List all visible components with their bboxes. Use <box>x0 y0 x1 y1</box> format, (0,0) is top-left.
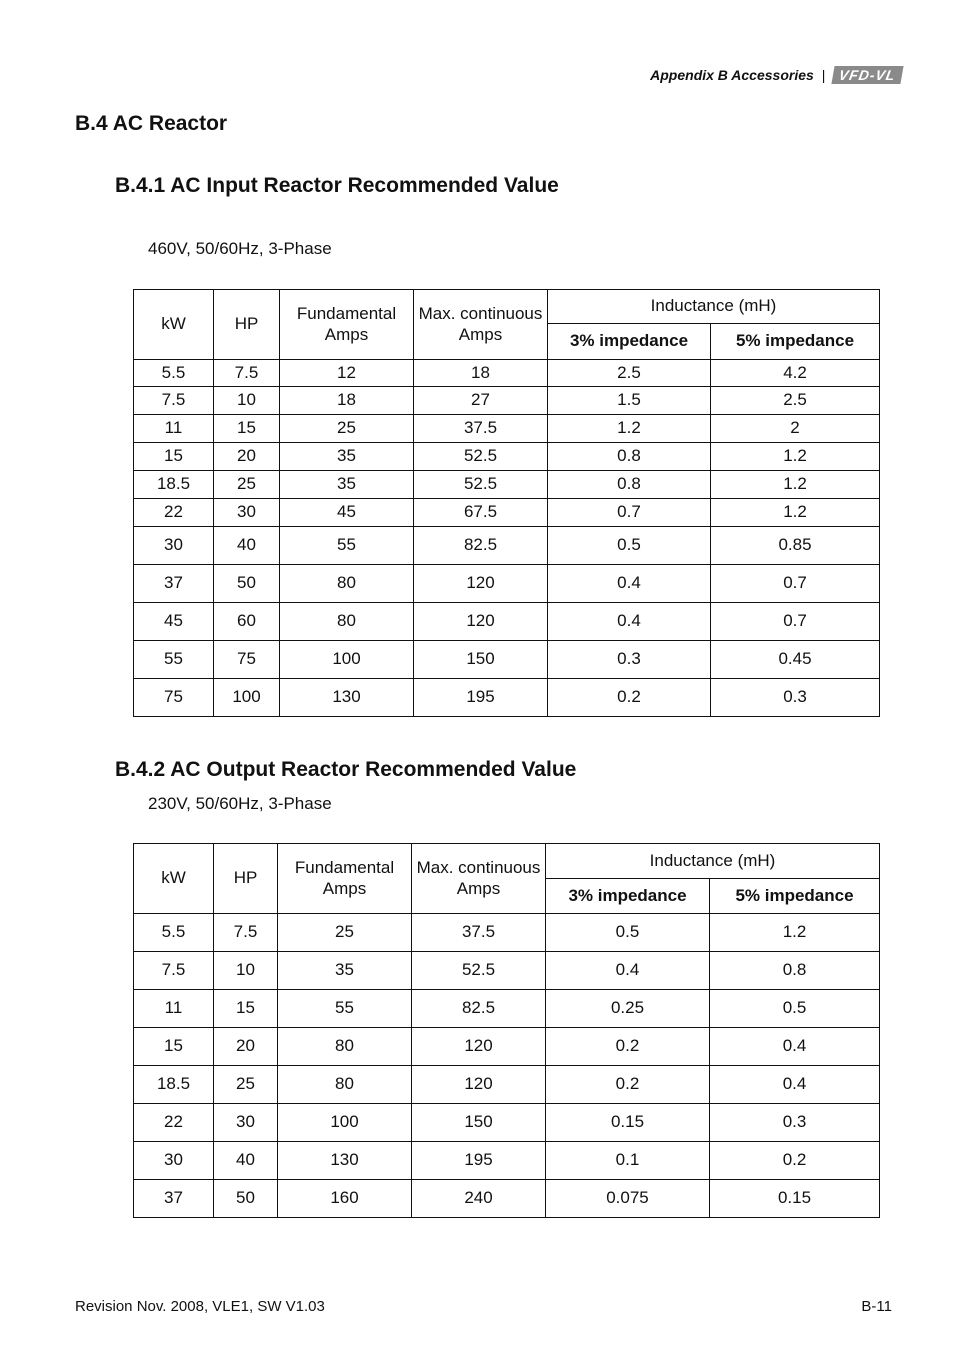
footer-revision: Revision Nov. 2008, VLE1, SW V1.03 <box>75 1298 325 1315</box>
table-cell: 25 <box>214 471 280 499</box>
table-cell: 30 <box>134 1142 214 1180</box>
table-cell: 80 <box>278 1066 412 1104</box>
output-table-body <box>134 914 880 1218</box>
table-cell: 130 <box>278 1142 412 1180</box>
table-cell: 75 <box>214 641 280 679</box>
table-cell: 20 <box>214 443 280 471</box>
table-cell: 18 <box>414 360 548 387</box>
table-cell: 1.2 <box>711 499 880 527</box>
table-cell: 0.8 <box>548 443 711 471</box>
table-cell: 18.5 <box>134 1066 214 1104</box>
table-cell: 0.1 <box>546 1142 710 1180</box>
table-cell: 30 <box>214 499 280 527</box>
table-cell: 37.5 <box>414 415 548 443</box>
table-cell: 0.2 <box>548 679 711 717</box>
table-cell: 120 <box>412 1066 546 1104</box>
table-cell: 75 <box>134 679 214 717</box>
table-cell: 2.5 <box>711 387 880 415</box>
table-cell: 82.5 <box>414 527 548 565</box>
table-row <box>134 952 880 990</box>
table-cell: 40 <box>214 1142 278 1180</box>
table-cell: 2 <box>711 415 880 443</box>
table-cell: 195 <box>414 679 548 717</box>
table-cell: 7.5 <box>214 360 280 387</box>
table-row <box>134 641 880 679</box>
table-cell: 0.45 <box>711 641 880 679</box>
table-cell: 150 <box>414 641 548 679</box>
table-row <box>134 471 880 499</box>
table-cell: 0.15 <box>710 1180 880 1218</box>
col-fundamental-amps: Fundamental Amps <box>278 844 412 914</box>
table-cell: 2.5 <box>548 360 711 387</box>
table-cell: 27 <box>414 387 548 415</box>
table-cell: 52.5 <box>414 471 548 499</box>
table-row <box>134 415 880 443</box>
table-cell: 52.5 <box>414 443 548 471</box>
table-cell: 0.5 <box>710 990 880 1028</box>
table-cell: 0.5 <box>548 527 711 565</box>
table-cell: 30 <box>134 527 214 565</box>
table-cell: 100 <box>278 1104 412 1142</box>
table-cell: 5.5 <box>134 914 214 952</box>
table-cell: 10 <box>214 952 278 990</box>
footer-page-number: B-11 <box>861 1298 892 1315</box>
col-kw: kW <box>134 290 214 360</box>
table-cell: 0.7 <box>711 603 880 641</box>
table-cell: 0.85 <box>711 527 880 565</box>
table-cell: 0.4 <box>710 1028 880 1066</box>
table-cell: 15 <box>134 443 214 471</box>
table-cell: 0.2 <box>546 1066 710 1104</box>
input-reactor-subtitle: 460V, 50/60Hz, 3-Phase <box>148 239 332 258</box>
vfd-vl-logo: VFD-VL <box>832 66 904 84</box>
table-cell: 0.8 <box>548 471 711 499</box>
table-cell: 20 <box>214 1028 278 1066</box>
col-5pct-impedance: 5% impedance <box>711 324 880 360</box>
table-cell: 0.075 <box>546 1180 710 1218</box>
table-cell: 7.5 <box>134 387 214 415</box>
output-reactor-subtitle: 230V, 50/60Hz, 3-Phase <box>148 794 332 813</box>
table-cell: 37 <box>134 565 214 603</box>
table-cell: 25 <box>278 914 412 952</box>
table-cell: 80 <box>280 565 414 603</box>
table-cell: 160 <box>278 1180 412 1218</box>
table-cell: 11 <box>134 415 214 443</box>
input-reactor-heading: B.4.1 AC Input Reactor Recommended Value <box>115 174 559 197</box>
table-cell: 0.4 <box>548 603 711 641</box>
table-cell: 100 <box>214 679 280 717</box>
table-cell: 100 <box>280 641 414 679</box>
table-cell: 1.2 <box>711 443 880 471</box>
table-cell: 0.15 <box>546 1104 710 1142</box>
table-row <box>134 1142 880 1180</box>
table-cell: 0.4 <box>710 1066 880 1104</box>
page-title: B.4 AC Reactor <box>75 112 228 135</box>
table-cell: 0.2 <box>546 1028 710 1066</box>
table-cell: 15 <box>214 990 278 1028</box>
table-cell: 0.7 <box>548 499 711 527</box>
col-kw: kW <box>134 844 214 914</box>
col-5pct-impedance: 5% impedance <box>710 879 880 914</box>
col-max-continuous-amps: Max. continuous Amps <box>412 844 546 914</box>
table-cell: 10 <box>214 387 280 415</box>
table-cell: 130 <box>280 679 414 717</box>
table-row <box>134 914 880 952</box>
table-cell: 35 <box>280 471 414 499</box>
table-cell: 18 <box>280 387 414 415</box>
table-cell: 40 <box>214 527 280 565</box>
table-cell: 0.3 <box>711 679 880 717</box>
table-cell: 0.4 <box>546 952 710 990</box>
table-cell: 0.5 <box>546 914 710 952</box>
table-cell: 1.5 <box>548 387 711 415</box>
header-separator: | <box>821 67 826 83</box>
table-cell: 5.5 <box>134 360 214 387</box>
table-cell: 45 <box>280 499 414 527</box>
table-cell: 55 <box>134 641 214 679</box>
page-header <box>650 66 902 84</box>
table-cell: 0.25 <box>546 990 710 1028</box>
table-cell: 12 <box>280 360 414 387</box>
output-reactor-heading: B.4.2 AC Output Reactor Recommended Value <box>115 758 577 781</box>
table-cell: 67.5 <box>414 499 548 527</box>
table-cell: 1.2 <box>711 471 880 499</box>
table-cell: 25 <box>280 415 414 443</box>
table-cell: 0.8 <box>710 952 880 990</box>
table-row <box>134 1028 880 1066</box>
col-3pct-impedance: 3% impedance <box>546 879 710 914</box>
table-cell: 0.2 <box>710 1142 880 1180</box>
table-cell: 120 <box>412 1028 546 1066</box>
table-cell: 15 <box>214 415 280 443</box>
table-cell: 45 <box>134 603 214 641</box>
table-cell: 37 <box>134 1180 214 1218</box>
table-row <box>134 1066 880 1104</box>
table-cell: 80 <box>280 603 414 641</box>
output-reactor-table <box>133 843 880 1218</box>
table-cell: 82.5 <box>412 990 546 1028</box>
table-cell: 55 <box>278 990 412 1028</box>
input-reactor-table <box>133 289 880 717</box>
table-cell: 60 <box>214 603 280 641</box>
table-row <box>134 360 880 387</box>
col-hp: HP <box>214 844 278 914</box>
table-cell: 15 <box>134 1028 214 1066</box>
table-row <box>134 990 880 1028</box>
table-cell: 120 <box>414 565 548 603</box>
table-cell: 37.5 <box>412 914 546 952</box>
table-cell: 30 <box>214 1104 278 1142</box>
table-row <box>134 499 880 527</box>
table-cell: 0.3 <box>710 1104 880 1142</box>
table-cell: 240 <box>412 1180 546 1218</box>
table-cell: 1.2 <box>710 914 880 952</box>
table-cell: 35 <box>278 952 412 990</box>
header-section: Appendix B Accessories <box>650 67 814 83</box>
col-inductance: Inductance (mH) <box>546 844 880 879</box>
table-cell: 55 <box>280 527 414 565</box>
table-cell: 22 <box>134 1104 214 1142</box>
table-cell: 7.5 <box>134 952 214 990</box>
table-row <box>134 1104 880 1142</box>
table-row <box>134 1180 880 1218</box>
table-cell: 195 <box>412 1142 546 1180</box>
col-inductance: Inductance (mH) <box>548 290 880 324</box>
table-cell: 25 <box>214 1066 278 1104</box>
table-cell: 1.2 <box>548 415 711 443</box>
col-fundamental-amps: Fundamental Amps <box>280 290 414 360</box>
table-cell: 35 <box>280 443 414 471</box>
table-cell: 52.5 <box>412 952 546 990</box>
table-cell: 0.7 <box>711 565 880 603</box>
table-cell: 22 <box>134 499 214 527</box>
table-cell: 80 <box>278 1028 412 1066</box>
table-row <box>134 679 880 717</box>
table-cell: 50 <box>214 565 280 603</box>
table-cell: 150 <box>412 1104 546 1142</box>
table-row <box>134 527 880 565</box>
table-cell: 4.2 <box>711 360 880 387</box>
table-row <box>134 387 880 415</box>
input-table-body <box>134 360 880 717</box>
table-cell: 50 <box>214 1180 278 1218</box>
table-cell: 0.3 <box>548 641 711 679</box>
col-max-continuous-amps: Max. continuous Amps <box>414 290 548 360</box>
table-cell: 120 <box>414 603 548 641</box>
col-hp: HP <box>214 290 280 360</box>
table-cell: 0.4 <box>548 565 711 603</box>
table-cell: 11 <box>134 990 214 1028</box>
table-cell: 7.5 <box>214 914 278 952</box>
col-3pct-impedance: 3% impedance <box>548 324 711 360</box>
table-row <box>134 603 880 641</box>
table-row <box>134 443 880 471</box>
table-row <box>134 565 880 603</box>
table-cell: 18.5 <box>134 471 214 499</box>
